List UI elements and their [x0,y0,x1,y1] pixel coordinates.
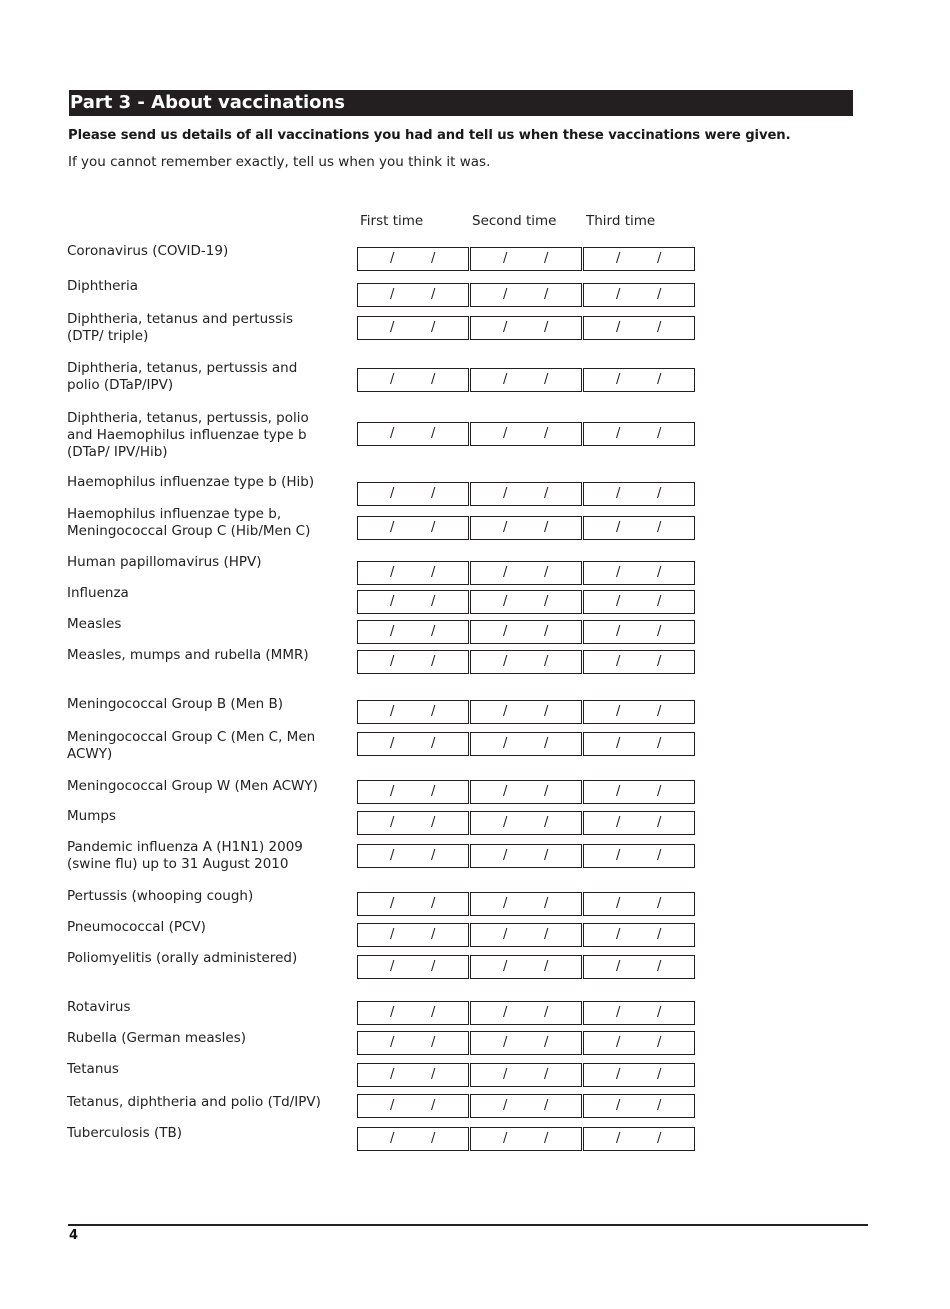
date-separator: / [657,565,662,580]
date-separator: / [503,426,508,441]
date-field-second[interactable] [470,1031,582,1055]
date-field-first[interactable] [357,482,469,506]
date-separator: / [390,896,395,911]
date-field-second[interactable] [470,620,582,644]
date-separator: / [544,736,549,751]
vaccine-label: Measles, mumps and rubella (MMR) [67,647,309,663]
date-separator: / [503,704,508,719]
date-separator: / [390,959,395,974]
date-separator: / [431,486,436,501]
date-field-third[interactable] [583,1094,695,1118]
date-separator: / [544,320,549,335]
date-separator: / [544,784,549,799]
date-field-third[interactable] [583,247,695,271]
date-separator: / [657,927,662,942]
date-separator: / [544,927,549,942]
date-separator: / [657,520,662,535]
page-number: 4 [69,1228,79,1243]
date-field-first[interactable] [357,732,469,756]
date-separator: / [390,1005,395,1020]
date-field-second[interactable] [470,1094,582,1118]
date-separator: / [503,565,508,580]
vaccine-label: Rubella (German measles) [67,1030,247,1046]
vaccine-label: Diphtheria [67,278,139,294]
date-field-first[interactable] [357,590,469,614]
section-title-bar [69,90,853,116]
date-field-first[interactable] [357,422,469,446]
date-separator: / [616,815,621,830]
date-separator: / [657,1067,662,1082]
date-separator: / [431,927,436,942]
vaccine-label: Influenza [67,585,129,601]
date-separator: / [503,520,508,535]
date-separator: / [544,565,549,580]
date-separator: / [431,1098,436,1113]
date-separator: / [503,654,508,669]
date-separator: / [390,704,395,719]
date-separator: / [431,320,436,335]
date-separator: / [544,372,549,387]
date-field-first[interactable] [357,561,469,585]
date-field-third[interactable] [583,283,695,307]
date-field-first[interactable] [357,650,469,674]
vaccine-label: Haemophilus influenzae type b (Hib) [67,474,315,490]
date-field-third[interactable] [583,422,695,446]
vaccine-label: Measles [67,616,122,632]
date-field-second[interactable] [470,892,582,916]
date-field-first[interactable] [357,844,469,868]
date-field-second[interactable] [470,283,582,307]
date-separator: / [503,1131,508,1146]
date-separator: / [431,1005,436,1020]
date-separator: / [431,959,436,974]
date-separator: / [657,624,662,639]
date-separator: / [544,848,549,863]
date-field-third[interactable] [583,844,695,868]
date-field-third[interactable] [583,1001,695,1025]
date-separator: / [390,565,395,580]
date-separator: / [657,959,662,974]
date-separator: / [657,704,662,719]
date-separator: / [616,654,621,669]
date-separator: / [544,1131,549,1146]
date-separator: / [544,486,549,501]
date-field-first[interactable] [357,1094,469,1118]
date-separator: / [431,520,436,535]
column-header-first: First time [360,213,424,229]
date-separator: / [616,624,621,639]
date-separator: / [431,704,436,719]
date-separator: / [390,251,395,266]
date-field-third[interactable] [583,650,695,674]
date-separator: / [657,320,662,335]
vaccine-label: Diphtheria, tetanus, pertussis, polio and Haemophilus influenzae type b (DTaP/ IPV/Hib) [67,410,309,460]
vaccine-label: Meningococcal Group B (Men B) [67,696,284,712]
date-separator: / [503,594,508,609]
date-field-second[interactable] [470,844,582,868]
date-field-second[interactable] [470,732,582,756]
date-separator: / [616,372,621,387]
date-separator: / [390,654,395,669]
instruction-text: If you cannot remember exactly, tell us when you think it was. [68,154,491,170]
date-separator: / [616,486,621,501]
date-field-second[interactable] [470,1001,582,1025]
vaccine-label: Haemophilus influenzae type b, Meningococcal Group C (Hib/Men C) [67,506,311,539]
date-field-third[interactable] [583,620,695,644]
date-separator: / [657,287,662,302]
date-separator: / [431,736,436,751]
date-field-first[interactable] [357,247,469,271]
date-field-second[interactable] [470,811,582,835]
date-field-first[interactable] [357,780,469,804]
date-field-third[interactable] [583,780,695,804]
date-separator: / [390,1035,395,1050]
date-field-third[interactable] [583,811,695,835]
date-field-second[interactable] [470,650,582,674]
date-separator: / [616,896,621,911]
date-separator: / [503,927,508,942]
date-field-third[interactable] [583,516,695,540]
date-field-second[interactable] [470,780,582,804]
date-separator: / [431,565,436,580]
date-separator: / [390,320,395,335]
date-separator: / [657,654,662,669]
date-separator: / [616,426,621,441]
vaccine-label: Meningococcal Group C (Men C, Men ACWY) [67,729,316,762]
date-separator: / [616,927,621,942]
date-separator: / [544,520,549,535]
date-separator: / [657,1131,662,1146]
date-separator: / [431,1035,436,1050]
date-field-first[interactable] [357,283,469,307]
date-field-first[interactable] [357,700,469,724]
instruction-bold: Please send us details of all vaccinations you had and tell us when these vaccinations were given. [68,128,791,143]
date-separator: / [544,1035,549,1050]
date-separator: / [390,486,395,501]
date-field-second[interactable] [470,561,582,585]
date-separator: / [657,1098,662,1113]
vaccine-label: Pertussis (whooping cough) [67,888,254,904]
date-field-second[interactable] [470,368,582,392]
date-separator: / [544,251,549,266]
date-separator: / [390,736,395,751]
date-field-first[interactable] [357,620,469,644]
date-separator: / [390,1131,395,1146]
date-separator: / [657,896,662,911]
date-separator: / [503,320,508,335]
date-separator: / [431,594,436,609]
date-field-third[interactable] [583,316,695,340]
date-field-second[interactable] [470,422,582,446]
date-field-third[interactable] [583,561,695,585]
date-separator: / [431,654,436,669]
date-separator: / [503,848,508,863]
date-separator: / [544,959,549,974]
date-field-third[interactable] [583,1063,695,1087]
date-separator: / [390,372,395,387]
date-separator: / [544,624,549,639]
date-separator: / [544,594,549,609]
date-separator: / [503,1067,508,1082]
date-separator: / [390,594,395,609]
date-field-third[interactable] [583,1127,695,1151]
date-field-third[interactable] [583,368,695,392]
date-field-first[interactable] [357,1001,469,1025]
column-header-second: Second time [472,213,557,229]
vaccine-label: Poliomyelitis (orally administered) [67,950,298,966]
date-field-second[interactable] [470,700,582,724]
date-separator: / [390,815,395,830]
date-separator: / [657,1005,662,1020]
date-field-second[interactable] [470,516,582,540]
date-field-second[interactable] [470,1127,582,1151]
vaccine-label: Meningococcal Group W (Men ACWY) [67,778,318,794]
date-separator: / [390,848,395,863]
date-separator: / [657,736,662,751]
date-separator: / [544,426,549,441]
date-field-third[interactable] [583,892,695,916]
date-separator: / [390,1098,395,1113]
date-separator: / [431,896,436,911]
date-field-first[interactable] [357,923,469,947]
vaccine-label: Pandemic influenza A (H1N1) 2009 (swine flu) up to 31 August 2010 [67,839,303,872]
date-field-third[interactable] [583,955,695,979]
date-field-first[interactable] [357,1063,469,1087]
date-field-first[interactable] [357,1031,469,1055]
date-field-second[interactable] [470,590,582,614]
date-separator: / [616,1098,621,1113]
section-title: Part 3 - About vaccinations [70,92,346,113]
date-separator: / [544,1005,549,1020]
date-separator: / [503,896,508,911]
date-separator: / [616,287,621,302]
date-separator: / [616,1131,621,1146]
footer-rule [68,1224,868,1226]
date-separator: / [616,251,621,266]
date-separator: / [616,959,621,974]
date-separator: / [431,372,436,387]
date-separator: / [503,251,508,266]
date-separator: / [503,372,508,387]
date-separator: / [431,287,436,302]
date-field-third[interactable] [583,700,695,724]
date-field-first[interactable] [357,955,469,979]
date-separator: / [657,784,662,799]
date-separator: / [657,848,662,863]
date-field-first[interactable] [357,516,469,540]
date-separator: / [431,624,436,639]
date-separator: / [544,654,549,669]
column-header-third: Third time [586,213,656,229]
date-separator: / [657,594,662,609]
date-field-second[interactable] [470,316,582,340]
date-separator: / [390,784,395,799]
date-separator: / [616,704,621,719]
date-separator: / [503,486,508,501]
date-separator: / [503,1005,508,1020]
date-separator: / [544,704,549,719]
date-separator: / [503,287,508,302]
vaccine-label: Mumps [67,808,116,824]
date-separator: / [544,1098,549,1113]
date-separator: / [390,520,395,535]
date-separator: / [390,624,395,639]
date-separator: / [503,959,508,974]
date-separator: / [657,486,662,501]
date-separator: / [431,426,436,441]
vaccine-label: Tuberculosis (TB) [67,1125,183,1141]
date-separator: / [390,426,395,441]
date-separator: / [616,320,621,335]
date-field-second[interactable] [470,923,582,947]
date-separator: / [503,784,508,799]
date-separator: / [657,426,662,441]
date-separator: / [616,520,621,535]
date-separator: / [616,565,621,580]
vaccine-label: Rotavirus [67,999,131,1015]
date-field-third[interactable] [583,732,695,756]
date-separator: / [544,1067,549,1082]
date-separator: / [657,372,662,387]
date-separator: / [616,1005,621,1020]
date-separator: / [431,784,436,799]
date-field-first[interactable] [357,368,469,392]
vaccine-label: Tetanus, diphtheria and polio (Td/IPV) [67,1094,321,1110]
date-separator: / [657,1035,662,1050]
date-field-first[interactable] [357,811,469,835]
vaccine-label: Human papillomavirus (HPV) [67,554,262,570]
vaccine-label: Diphtheria, tetanus, pertussis and polio (DTaP/IPV) [67,360,298,393]
date-separator: / [390,287,395,302]
date-separator: / [616,1067,621,1082]
vaccine-label: Tetanus [67,1061,119,1077]
date-separator: / [431,1067,436,1082]
date-separator: / [390,927,395,942]
date-field-first[interactable] [357,1127,469,1151]
date-separator: / [544,287,549,302]
date-separator: / [503,1098,508,1113]
date-field-third[interactable] [583,923,695,947]
vaccine-label: Pneumococcal (PCV) [67,919,206,935]
date-field-second[interactable] [470,247,582,271]
date-separator: / [616,784,621,799]
date-separator: / [503,1035,508,1050]
date-separator: / [431,815,436,830]
date-separator: / [431,848,436,863]
date-field-second[interactable] [470,1063,582,1087]
date-field-first[interactable] [357,892,469,916]
date-separator: / [390,1067,395,1082]
vaccine-label: Coronavirus (COVID-19) [67,243,229,259]
date-field-third[interactable] [583,1031,695,1055]
date-separator: / [431,251,436,266]
date-separator: / [503,736,508,751]
date-field-second[interactable] [470,482,582,506]
date-separator: / [503,624,508,639]
date-separator: / [431,1131,436,1146]
date-field-first[interactable] [357,316,469,340]
date-separator: / [616,848,621,863]
date-separator: / [657,251,662,266]
date-separator: / [544,896,549,911]
date-separator: / [657,815,662,830]
date-field-third[interactable] [583,482,695,506]
date-separator: / [616,736,621,751]
date-separator: / [616,594,621,609]
date-separator: / [503,815,508,830]
date-separator: / [544,815,549,830]
date-field-third[interactable] [583,590,695,614]
date-field-second[interactable] [470,955,582,979]
date-separator: / [616,1035,621,1050]
vaccine-label: Diphtheria, tetanus and pertussis (DTP/ triple) [67,311,293,344]
